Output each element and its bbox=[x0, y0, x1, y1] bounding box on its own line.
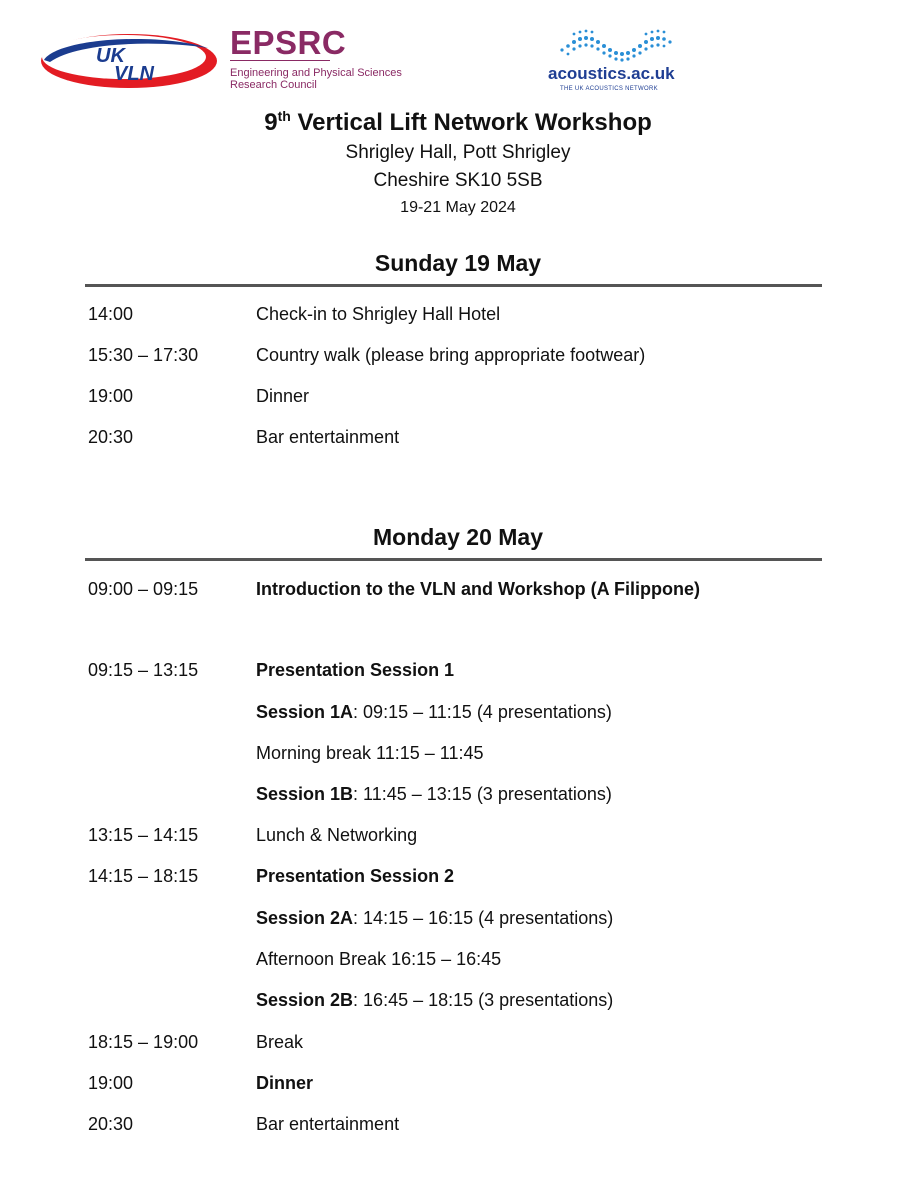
schedule-row bbox=[0, 697, 916, 727]
row-desc: Dinner bbox=[256, 1073, 314, 1093]
logo-bar bbox=[0, 0, 916, 100]
day-heading-monday: Monday 20 May bbox=[373, 524, 543, 550]
row-desc: Country walk (please bring appropriate footwear) bbox=[256, 345, 646, 365]
row-time: 20:30 bbox=[88, 1114, 134, 1134]
schedule-row bbox=[0, 820, 916, 850]
row-desc: Session 2A: 14:15 – 16:15 (4 presentations) bbox=[256, 908, 614, 928]
schedule-row bbox=[0, 299, 916, 329]
acoustics-name: acoustics.ac.uk bbox=[548, 64, 675, 83]
session-label: Session 2B bbox=[256, 990, 354, 1010]
epsrc-line1: Engineering and Physical Sciences bbox=[230, 67, 402, 79]
session-label: Session 1B bbox=[256, 784, 354, 804]
day-heading-sunday: Sunday 19 May bbox=[374, 250, 542, 276]
schedule-row bbox=[0, 574, 916, 604]
page-title: 9th Vertical Lift Network Workshop bbox=[264, 108, 652, 136]
row-time: 09:15 – 13:15 bbox=[88, 660, 199, 680]
row-desc: Break bbox=[256, 1032, 304, 1052]
row-desc: Presentation Session 2 bbox=[256, 866, 455, 886]
row-desc: Introduction to the VLN and Workshop (A Filippone) bbox=[256, 579, 700, 599]
row-desc: Presentation Session 1 bbox=[256, 660, 455, 680]
schedule-row bbox=[0, 738, 916, 768]
schedule-row bbox=[0, 1109, 916, 1139]
row-time: 13:15 – 14:15 bbox=[88, 825, 199, 845]
venue-line-2: Cheshire SK10 5SB bbox=[373, 170, 543, 191]
row-time: 19:00 bbox=[88, 386, 134, 406]
row-desc: Session 2B: 16:45 – 18:15 (3 presentations) bbox=[256, 990, 614, 1010]
venue-line-1: Shrigley Hall, Pott Shrigley bbox=[345, 142, 571, 163]
schedule-row bbox=[0, 903, 916, 933]
schedule-row bbox=[0, 861, 916, 891]
row-time: 15:30 – 17:30 bbox=[88, 345, 199, 365]
schedule-row bbox=[0, 422, 916, 452]
row-desc: Check-in to Shrigley Hall Hotel bbox=[256, 304, 501, 324]
event-dates: 19-21 May 2024 bbox=[400, 199, 516, 216]
row-desc: Morning break 11:15 – 11:45 bbox=[256, 743, 484, 763]
ukvln-logo bbox=[38, 30, 220, 92]
row-desc: Bar entertainment bbox=[256, 427, 400, 447]
schedule-row bbox=[0, 381, 916, 411]
section-divider bbox=[85, 558, 822, 561]
document-header bbox=[0, 100, 916, 221]
row-time: 14:15 – 18:15 bbox=[88, 866, 199, 886]
session-label: Session 1A bbox=[256, 702, 354, 722]
row-desc: Session 1B: 11:45 – 13:15 (3 presentations) bbox=[256, 784, 612, 804]
acoustics-tagline: THE UK ACOUSTICS NETWORK bbox=[560, 86, 658, 92]
schedule-row bbox=[0, 1027, 916, 1057]
epsrc-name: EPSRC bbox=[230, 24, 347, 61]
schedule-row bbox=[0, 655, 916, 685]
row-time: 18:15 – 19:00 bbox=[88, 1032, 199, 1052]
row-time: 20:30 bbox=[88, 427, 134, 447]
row-time: 09:00 – 09:15 bbox=[88, 579, 199, 599]
row-desc: Afternoon Break 16:15 – 16:45 bbox=[256, 949, 502, 969]
row-desc: Session 1A: 09:15 – 11:15 (4 presentations) bbox=[256, 702, 612, 722]
ukvln-line1: UK bbox=[96, 45, 125, 67]
epsrc-logo bbox=[230, 26, 420, 96]
schedule-row bbox=[0, 1068, 916, 1098]
row-time: 19:00 bbox=[88, 1073, 134, 1093]
row-desc: Dinner bbox=[256, 386, 310, 406]
schedule-row bbox=[0, 340, 916, 370]
section-divider bbox=[85, 284, 822, 287]
schedule-row bbox=[0, 985, 916, 1015]
acoustics-logo bbox=[548, 28, 686, 98]
schedule-row bbox=[0, 944, 916, 974]
row-desc: Lunch & Networking bbox=[256, 825, 418, 845]
schedule-row bbox=[0, 779, 916, 809]
session-label: Session 2A bbox=[256, 908, 354, 928]
sound-wave-icon bbox=[548, 28, 686, 64]
epsrc-line2: Research Council bbox=[230, 79, 317, 91]
row-desc: Bar entertainment bbox=[256, 1114, 400, 1134]
row-time: 14:00 bbox=[88, 304, 134, 324]
ukvln-line2: VLN bbox=[114, 63, 154, 85]
ukvln-swoosh-icon bbox=[38, 30, 220, 92]
